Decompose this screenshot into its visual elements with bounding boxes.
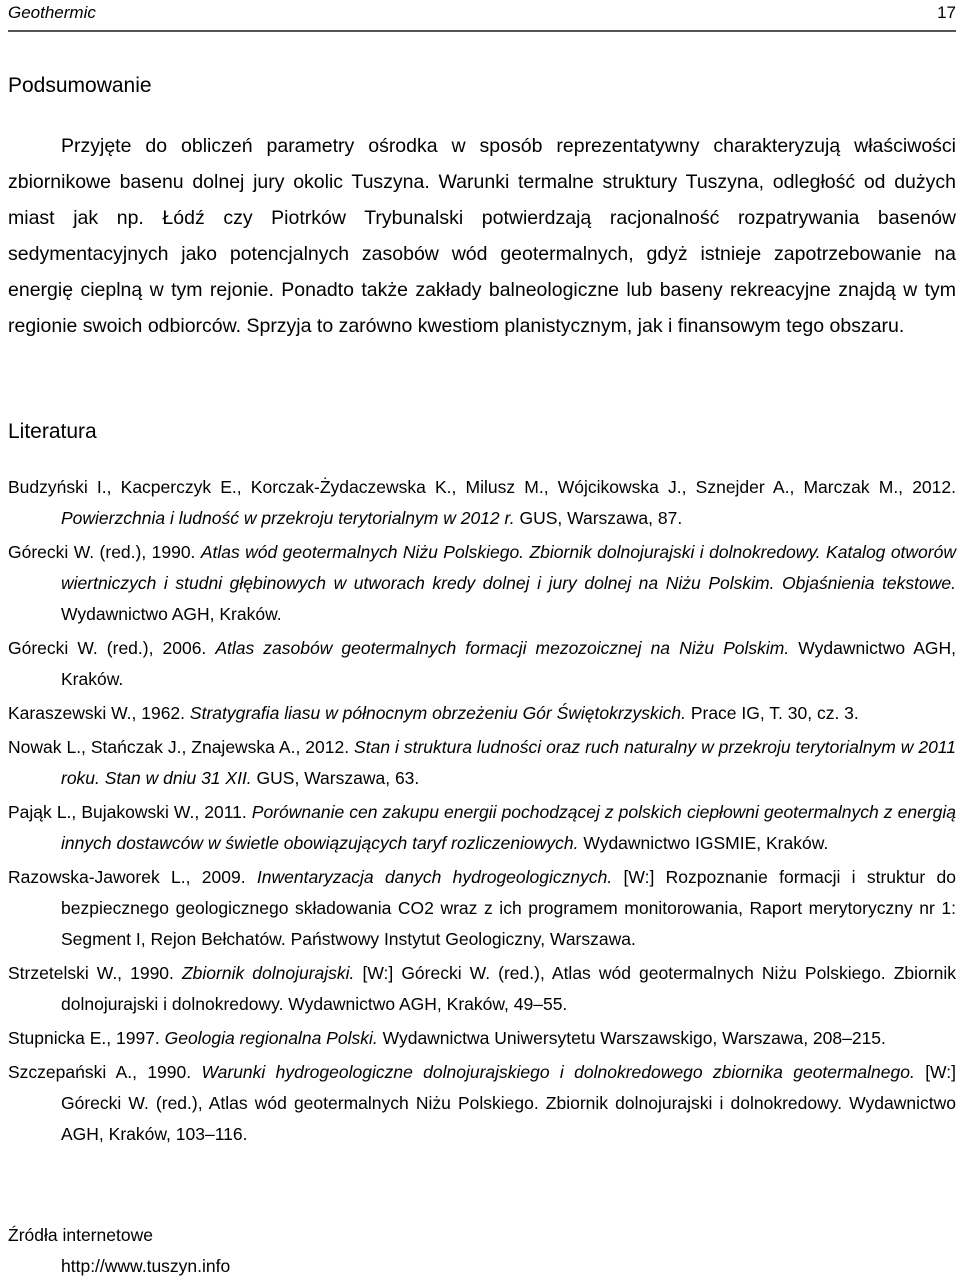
reference-publisher: [W:] Rozpoznanie formacji i struktur do bezpiecznego geologicznego składowania CO2 wraz z ich programem monitorowania, Raport merytoryczny nr 1: Segment I, Rejon Bełchatów. Państwowy Instytut Geologiczny, Warszawa. [61, 867, 956, 949]
reference-authors: Karaszewski W., 1962. [8, 703, 186, 723]
reference-title: Atlas zasobów geotermalnych formacji mezozoicznej na Niżu Polskim. [215, 638, 790, 658]
reference-title: Warunki hydrogeologiczne dolnojurajskiego i dolnokredowego zbiornika geotermalnego. [201, 1062, 915, 1082]
reference-title: Geologia regionalna Polski. [164, 1028, 378, 1048]
reference-publisher: [W:] Górecki W. (red.), Atlas wód geotermalnych Niżu Polskiego. Zbiornik dolnojurajski i dolnokredowy. Wydawnictwo AGH, Kraków, 49–55. [61, 963, 956, 1014]
reference-authors: Nowak L., Stańczak J., Znajewska A., 2012. [8, 737, 350, 757]
reference-title: Zbiornik dolnojurajski. [181, 963, 355, 983]
web-sources-heading: Źródła internetowe [8, 1225, 153, 1245]
reference-authors: Szczepański A., 1990. [8, 1062, 192, 1082]
reference-item [8, 537, 956, 630]
summary-heading: Podsumowanie [8, 74, 152, 97]
reference-title: Stan i struktura ludności oraz ruch naturalny w przekroju terytorialnym w 2011 roku. Stan w dniu 31 XII. [61, 737, 956, 788]
reference-publisher: Wydawnictwa Uniwersytetu Warszawskigo, Warszawa, 208–215. [382, 1028, 886, 1048]
reference-publisher: GUS, Warszawa, 87. [519, 508, 683, 528]
reference-item [8, 472, 956, 534]
reference-authors: Stupnicka E., 1997. [8, 1028, 160, 1048]
summary-paragraph: Przyjęte do obliczeń parametry ośrodka w sposób reprezentatywny charakteryzują właściwości zbiornikowe basenu dolnej jury okolic Tuszyna. Warunki termalne struktury Tuszyna, odległość od dużych miast jak np. Łódź czy Piotrków Trybunalski potwierdzają racjonalność rozpatrywania basenów sedymentacyjnych jako potencjalnych zasobów wód geotermalnych, gdyż istnieje zapotrzebowanie na energię cieplną w tym rejonie. Ponadto także zakłady balneologiczne lub baseny rekreacyjne znajdą w tym regionie swoich odbiorców. Sprzyja to zarówno kwestiom planistycznym, jak i finansowym tego obszaru. [8, 135, 956, 337]
reference-title: Powierzchnia i ludność w przekroju terytorialnym w 2012 r. [61, 508, 515, 528]
reference-publisher: Wydawnictwo IGSMIE, Kraków. [583, 833, 829, 853]
reference-item [8, 732, 956, 794]
reference-publisher: Prace IG, T. 30, cz. 3. [690, 703, 859, 723]
reference-item [8, 698, 956, 729]
running-header [8, 0, 956, 32]
reference-authors: Razowska-Jaworek L., 2009. [8, 867, 246, 887]
journal-title: Geothermic [8, 3, 96, 22]
reference-item [8, 797, 956, 859]
reference-authors: Górecki W. (red.), 1990. [8, 542, 196, 562]
reference-item [8, 862, 956, 955]
page-number: 17 [937, 3, 956, 22]
reference-title: Stratygrafia liasu w północnym obrzeżeniu Gór Świętokrzyskich. [189, 703, 686, 723]
reference-publisher: GUS, Warszawa, 63. [256, 768, 420, 788]
reference-authors: Pająk L., Bujakowski W., 2011. [8, 802, 247, 822]
reference-authors: Strzetelski W., 1990. [8, 963, 174, 983]
reference-authors: Górecki W. (red.), 2006. [8, 638, 207, 658]
reference-title: Atlas wód geotermalnych Niżu Polskiego. Zbiornik dolnojurajski i dolnokredowy. Katalog otworów wiertniczych i studni głębinowych w utworach kredy dolnej i jury dolnej na Niżu Polskim. Objaśnienia tekstowe. [61, 542, 956, 593]
reference-title: Porównanie cen zakupu energii pochodzącej z polskich ciepłowni geotermalnych z energią innych dostawców w świetle obowiązujących taryf rozliczeniowych. [61, 802, 956, 853]
reference-item [8, 958, 956, 1020]
reference-title: Inwentaryzacja danych hydrogeologicznych. [256, 867, 613, 887]
reference-publisher: Wydawnictwo AGH, Kraków. [61, 604, 282, 624]
literature-heading: Literatura [8, 420, 97, 443]
web-sources [8, 1220, 230, 1282]
reference-item [8, 1057, 956, 1150]
reference-publisher: [W:] Górecki W. (red.), Atlas wód geotermalnych Niżu Polskiego. Zbiornik dolnojurajski i dolnokredowy. Wydawnictwo AGH, Kraków, 103–116. [61, 1062, 956, 1144]
reference-item [8, 1023, 956, 1054]
reference-publisher: Wydawnictwo AGH, Kraków. [61, 638, 956, 689]
web-source-link[interactable]: http://www.tuszyn.info [61, 1256, 231, 1276]
reference-list [8, 472, 956, 1153]
reference-item [8, 633, 956, 695]
reference-authors: Budzyński I., Kacperczyk E., Korczak-Żydaczewska K., Milusz M., Wójcikowska J., Sznejder A., Marczak M., 2012. [8, 477, 956, 497]
